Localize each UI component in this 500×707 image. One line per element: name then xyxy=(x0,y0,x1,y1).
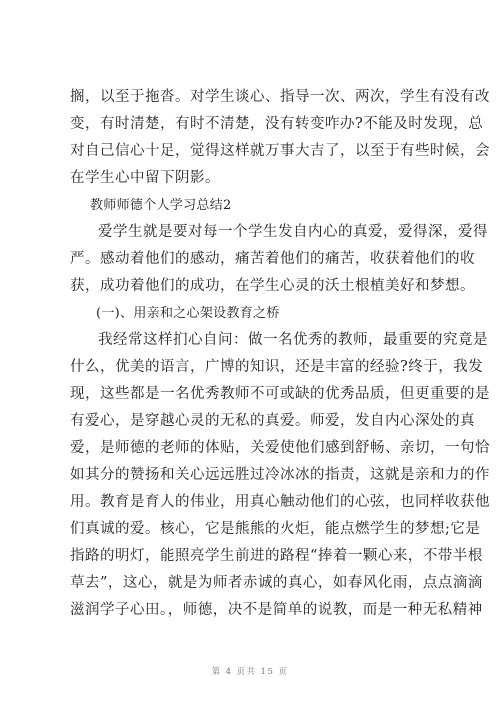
document-body xyxy=(70,84,490,624)
text-line: 变，有时清楚，有时不清楚，没有转变咋办?不能及时发现，总 xyxy=(70,116,484,132)
text-line: 指路的明灯，能照亮学生前进的路程“捧着一颗心来，不带半根 xyxy=(70,548,483,564)
text-line: 爱，是师德的老师的体贴，关爱使他们感到舒畅、亲切，一句恰 xyxy=(70,440,490,456)
text-line: 滋润学子心田。，师德，决不是简单的说教，而是一种无私精神 xyxy=(70,602,483,618)
text-line: 用。教育是育人的伟业，用真心触动他们的心弦，也同样收获他 xyxy=(70,494,490,510)
text-line: 有爱心，是穿越心灵的无私的真爱。师爱，发自内心深处的真 xyxy=(70,413,475,429)
paragraph-continuation xyxy=(70,84,490,192)
footer-suffix: 页 xyxy=(278,667,289,677)
text-line: 搁，以至于拖沓。对学生谈心、指导一次、两次，学生有没有改 xyxy=(70,89,490,105)
page-number-footer xyxy=(0,665,500,677)
subsection-title: (一)、用亲和之心架设教育之桥 xyxy=(96,306,280,321)
text-line: 什么，优美的语言，广博的知识，还是丰富的经验?终于，我发 xyxy=(70,359,484,375)
section-title: 教师师德个人学习总结2 xyxy=(90,198,232,213)
text-line: 在学生心中留下阴影。 xyxy=(70,170,220,186)
paragraph-love-students xyxy=(70,219,488,300)
text-line: 现，这些都是一名优秀教师不可或缺的优秀品质，但更重要的是 xyxy=(70,386,490,402)
text-line: 们真诚的爱。核心，它是熊熊的火炬，能点燃学生的梦想;它是 xyxy=(70,521,481,537)
text-line: 我经常这样扪心自问：做一名优秀的教师，最重要的究竟是 xyxy=(98,332,488,348)
text-line: 获，成功着他们的成功，在学生心灵的沃土根植美好和梦想。 xyxy=(70,278,475,294)
text-line: 严。感动着他们的感动，痛苦着他们的痛苦，收获着他们的收 xyxy=(70,251,475,267)
total-page-count: 15 xyxy=(260,667,275,677)
paragraph-self-reflection xyxy=(70,327,490,624)
text-line: 爱学生就是要对每一个学生发自内心的真爱，爱得深，爱得 xyxy=(98,224,488,240)
text-line: 对自己信心十足，觉得这样就万事大吉了，以至于有些时候，会 xyxy=(70,143,490,159)
footer-prefix: 第 xyxy=(211,667,222,677)
text-line: 草去”，这心，就是为师者赤诚的真心，如春风化雨，点点滴滴 xyxy=(70,575,483,591)
current-page-number: 4 xyxy=(225,667,233,677)
footer-middle: 页共 xyxy=(236,667,257,677)
text-line: 如其分的赞扬和关心远远胜过冷冰冰的指责，这就是亲和力的作 xyxy=(70,467,490,483)
